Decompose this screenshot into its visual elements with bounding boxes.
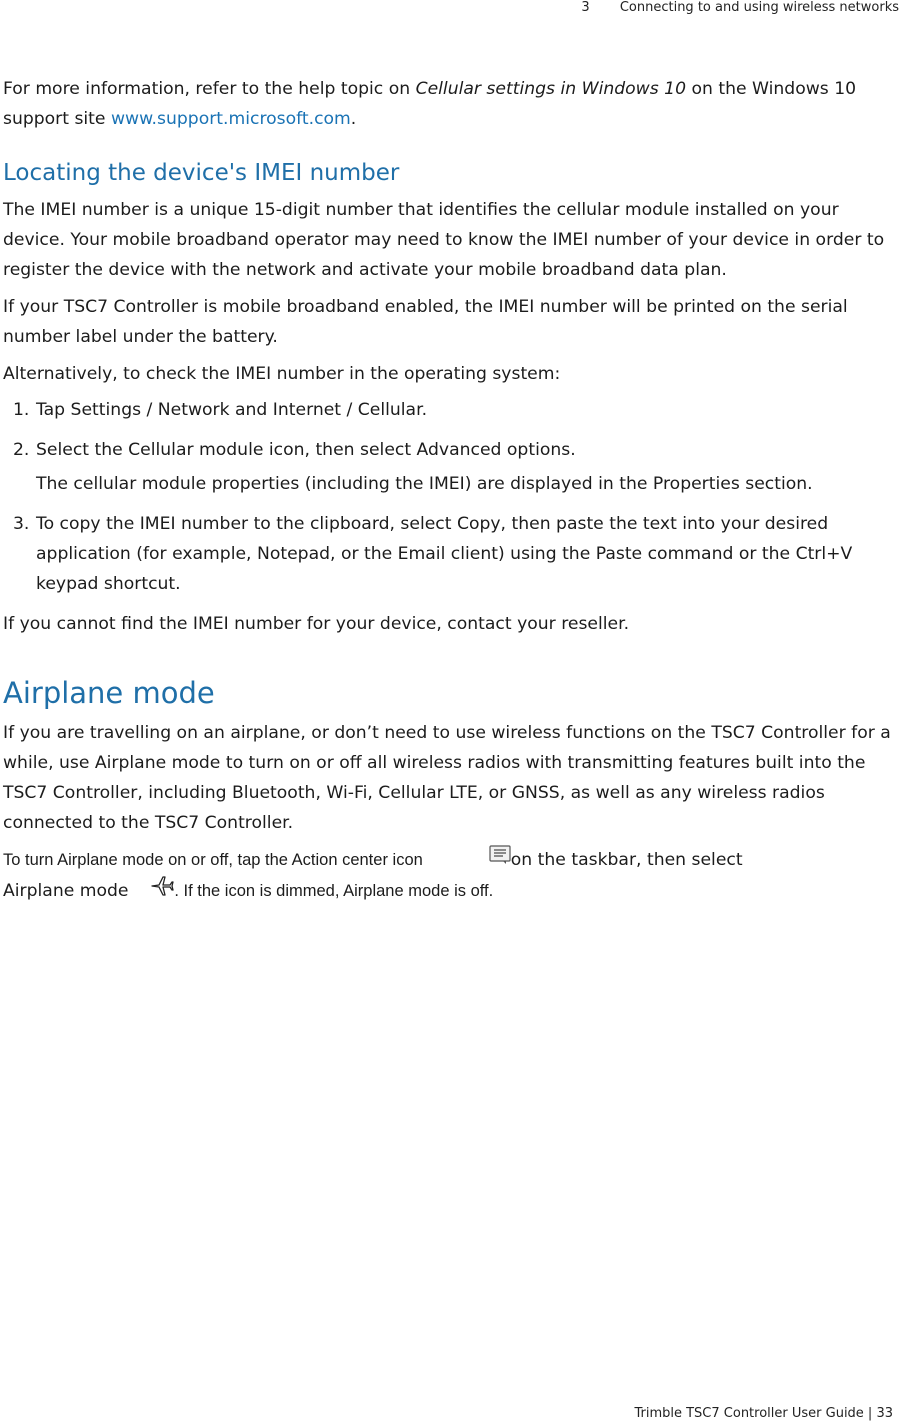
airplane-heading: Airplane mode — [3, 676, 215, 710]
list-item — [3, 395, 898, 425]
step-number: 1. — [13, 400, 30, 420]
intro-text-2: on the Windows 10 support site — [3, 79, 857, 129]
list-item — [3, 435, 898, 499]
airplane-para-1: If you are travelling on an airplane, or don’t need to use wireless functions on the TSC7 Controller for a while, use Airplane mode to turn on or off all wireless radios with transmitting features built into the TSC7 Controller, including Bluetooth, Wi-Fi, Cellular LTE, or GNSS, as well as any wireless radios connected to the TSC7 Controller. — [3, 723, 891, 833]
airplane-icon — [150, 875, 174, 907]
airplane-instruction-text: To turn Airplane mode on or off, tap the Action center icon — [3, 851, 423, 869]
step-number: 2. — [13, 440, 30, 460]
support-link[interactable]: www.support.microsoft.com — [110, 109, 351, 129]
help-topic-title: Cellular settings in Windows 10 — [415, 79, 687, 99]
imei-heading: Locating the device's IMEI number — [3, 160, 400, 186]
chapter-title: Connecting to and using wireless networks — [619, 0, 899, 15]
page-header — [581, 0, 899, 15]
step-note: The cellular module properties (including the IMEI) are displayed in the Properties section. — [36, 474, 813, 494]
chapter-number: 3 — [581, 0, 590, 15]
step-text: Select the Cellular module icon, then select Advanced options. — [36, 440, 576, 460]
airplane-mode-label: Airplane mode — [3, 881, 129, 901]
imei-para-2: If your TSC7 Controller is mobile broadband enabled, the IMEI number will be printed on the serial number label under the battery. — [3, 297, 848, 347]
step-text: To copy the IMEI number to the clipboard, select Copy, then paste the text into your desired application (for example, Notepad, or the Email client) using the Paste command or the Ctrl+V keypad shortcut. — [36, 514, 853, 594]
airplane-para-2 — [3, 845, 898, 907]
imei-para-1: The IMEI number is a unique 15-digit number that identifies the cellular module installed on your device. Your mobile broadband operator may need to know the IMEI number of your device in order to register the device with the network and activate your mobile broadband data plan. — [3, 200, 885, 280]
step-text: Tap Settings / Network and Internet / Cellular. — [36, 400, 428, 420]
step-number: 3. — [13, 514, 30, 534]
intro-text-3: . — [350, 109, 357, 129]
imei-steps-list — [3, 395, 898, 599]
page-content — [3, 74, 898, 907]
airplane-instruction-text-2: on the taskbar, then select — [510, 850, 743, 870]
imei-para-4: If you cannot find the IMEI number for your device, contact your reseller. — [3, 614, 630, 634]
imei-para-3: Alternatively, to check the IMEI number in the operating system: — [3, 364, 561, 384]
list-item — [3, 509, 898, 599]
intro-text: For more information, refer to the help topic on — [3, 79, 416, 99]
page-footer: Trimble TSC7 Controller User Guide | 33 — [634, 1406, 893, 1421]
action-center-icon — [489, 845, 511, 875]
intro-paragraph — [3, 74, 898, 134]
airplane-instruction-text-3: . If the icon is dimmed, Airplane mode is off. — [174, 882, 494, 900]
